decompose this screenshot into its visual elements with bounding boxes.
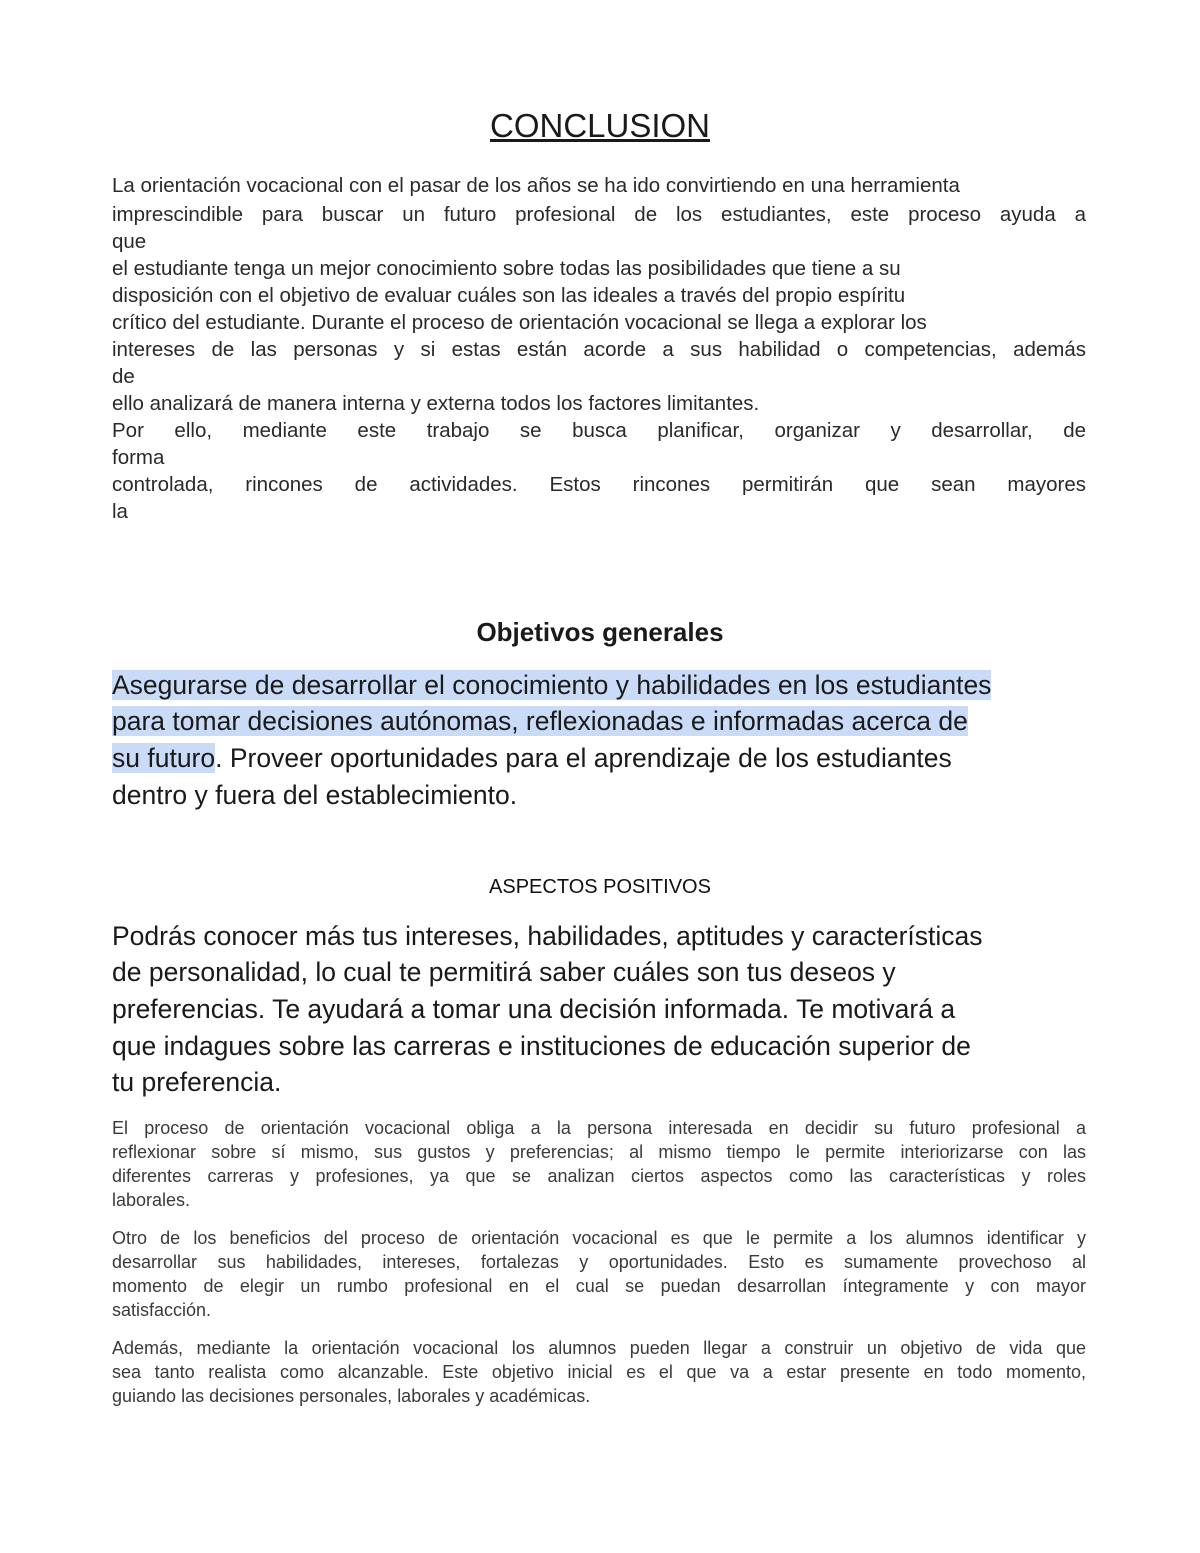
paragraph-line: satisfacción. [112,1300,212,1320]
intro-line: de [112,365,135,388]
objetivos-heading: Objetivos generales [476,617,724,647]
paragraph-line: desarrollar sus habilidades, intereses, fortalezas y oportunidades. Esto es sumamente provechoso al [112,1252,1086,1272]
aspectos-line: Podrás conocer más tus intereses, habilidades, aptitudes y características [112,921,983,951]
aspectos-line: que indagues sobre las carreras e instituciones de educación superior de [112,1031,971,1061]
intro-line: Por ello, mediante este trabajo se busca planificar, organizar y desarrollar, de [112,419,1086,442]
intro-line: intereses de las personas y si estas están acorde a sus habilidad o competencias, además [112,338,1086,361]
paragraph-line: diferentes carreras y profesiones, ya que se analizan ciertos aspectos como las características y roles [112,1166,1086,1186]
aspectos-line: de personalidad, lo cual te permitirá saber cuáles son tus deseos y [112,957,896,987]
paragraph-line: reflexionar sobre sí mismo, sus gustos y preferencias; al mismo tiempo le permite interiorizarse con las [112,1142,1086,1162]
intro-line: que [112,230,147,253]
paragraph-line: guiando las decisiones personales, laborales y académicas. [112,1386,591,1406]
aspectos-line: tu preferencia. [112,1067,282,1097]
intro-line: imprescindible para buscar un futuro profesional de los estudiantes, este proceso ayuda a [112,203,1086,226]
aspectos-heading: ASPECTOS POSITIVOS [489,876,711,898]
highlighted-text: Asegurarse de desarrollar el conocimiento y habilidades en los estudiantes [112,670,992,700]
aspectos-line: preferencias. Te ayudará a tomar una decisión informada. Te motivará a [112,994,956,1024]
paragraph-line: sea tanto realista como alcanzable. Este objetivo inicial es el que va a estar presente en todo momento, [112,1362,1086,1382]
paragraph-line: Además, mediante la orientación vocacional los alumnos pueden llegar a construir un objetivo de vida que [112,1338,1086,1358]
paragraph-line: laborales. [112,1190,191,1210]
page-title: CONCLUSION [489,107,711,144]
intro-line: el estudiante tenga un mejor conocimiento sobre todas las posibilidades que tiene a su [112,257,901,280]
intro-line: crítico del estudiante. Durante el proceso de orientación vocacional se llega a explorar los [112,311,927,334]
objetivos-line [112,667,991,703]
intro-line: controlada, rincones de actividades. Estos rincones permitirán que sean mayores [112,473,1086,496]
objetivos-line [112,703,968,739]
paragraph-line: El proceso de orientación vocacional obliga a la persona interesada en decidir su futuro profesional a [112,1118,1086,1138]
highlighted-text: su futuro [112,743,216,773]
objetivos-line [112,740,952,776]
objetivos-line: dentro y fuera del establecimiento. [112,780,518,810]
paragraph-line: Otro de los beneficios del proceso de orientación vocacional es que le permite a los alumnos identificar y [112,1228,1086,1248]
intro-line: disposición con el objetivo de evaluar cuáles son las ideales a través del propio espíritu [112,284,906,307]
intro-line: ello analizará de manera interna y externa todos los factores limitantes. [112,392,760,415]
paragraph-line: momento de elegir un rumbo profesional en el cual se puedan desarrollan íntegramente y con mayor [112,1276,1086,1296]
highlighted-text: para tomar decisiones autónomas, reflexionadas e informadas acerca de [112,706,968,736]
intro-line: La orientación vocacional con el pasar de los años se ha ido convirtiendo en una herramienta [112,174,960,197]
intro-line: forma [112,446,165,469]
intro-line: la [112,500,128,523]
objetivos-text: . Proveer oportunidades para el aprendizaje de los estudiantes [215,743,952,773]
